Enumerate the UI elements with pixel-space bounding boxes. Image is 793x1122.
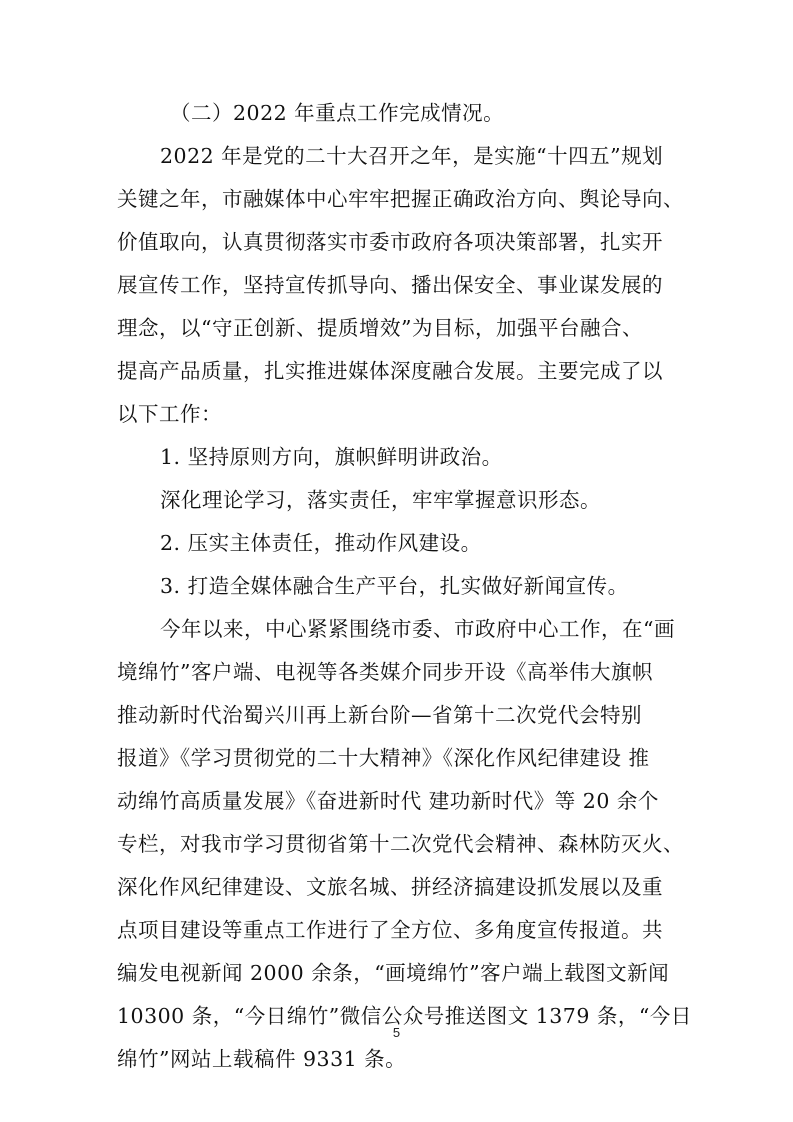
list-item-heading: 3. 打造全媒体融合生产平台，扎实做好新闻宣传。 xyxy=(160,574,629,598)
page-number: 5 xyxy=(392,1025,401,1040)
paragraph-line: 境绵竹”客户端、电视等各类媒介同步开设《高举伟大旗帜 xyxy=(117,660,653,684)
paragraph-line: 推动新时代治蜀兴川再上新台阶—省第十二次党代会特别 xyxy=(117,703,642,727)
paragraph-line: 深化理论学习，落实责任，牢牢掌握意识形态。 xyxy=(160,488,601,512)
section-heading: （二）2022 年重点工作完成情况。 xyxy=(170,101,505,125)
list-item-heading: 1. 坚持原则方向，旗帜鲜明讲政治。 xyxy=(160,445,503,469)
paragraph-line: 报道》《学习贯彻党的二十大精神》《深化作风纪律建设 推 xyxy=(117,746,650,770)
paragraph-line: 专栏，对我市学习贯彻省第十二次党代会精神、森林防灭火、 xyxy=(117,832,684,856)
paragraph-line: 10300 条，“今日绵竹”微信公众号推送图文 1379 条，“今日 xyxy=(117,1004,692,1028)
paragraph-line: 2022 年是党的二十大召开之年，是实施“十四五”规划 xyxy=(160,144,664,168)
paragraph-line: 价值取向，认真贯彻落实市委市政府各项决策部署，扎实开 xyxy=(117,230,663,254)
paragraph-line: 关键之年，市融媒体中心牢牢把握正确政治方向、舆论导向、 xyxy=(117,187,684,211)
paragraph-line: 以下工作： xyxy=(117,402,222,426)
paragraph-line: 展宣传工作，坚持宣传抓导向、播出保安全、事业谋发展的 xyxy=(117,273,663,297)
paragraph-line: 编发电视新闻 2000 余条，“画境绵竹”客户端上载图文新闻 xyxy=(117,961,670,985)
paragraph-line: 理念，以“守正创新、提质增效”为目标，加强平台融合、 xyxy=(117,316,643,340)
paragraph-line: 绵竹”网站上载稿件 9331 条。 xyxy=(117,1047,407,1071)
paragraph-line: 点项目建设等重点工作进行了全方位、多角度宣传报道。共 xyxy=(117,918,663,942)
list-item-heading: 2. 压实主体责任，推动作风建设。 xyxy=(160,531,482,555)
paragraph-line: 提高产品质量，扎实推进媒体深度融合发展。主要完成了以 xyxy=(117,359,663,383)
paragraph-line: 今年以来，中心紧紧围绕市委、市政府中心工作，在“画 xyxy=(160,617,675,641)
paragraph-line: 动绵竹高质量发展》《奋进新时代 建功新时代》等 20 余个 xyxy=(117,789,659,813)
paragraph-line: 深化作风纪律建设、文旅名城、拼经济搞建设抓发展以及重 xyxy=(117,875,663,899)
